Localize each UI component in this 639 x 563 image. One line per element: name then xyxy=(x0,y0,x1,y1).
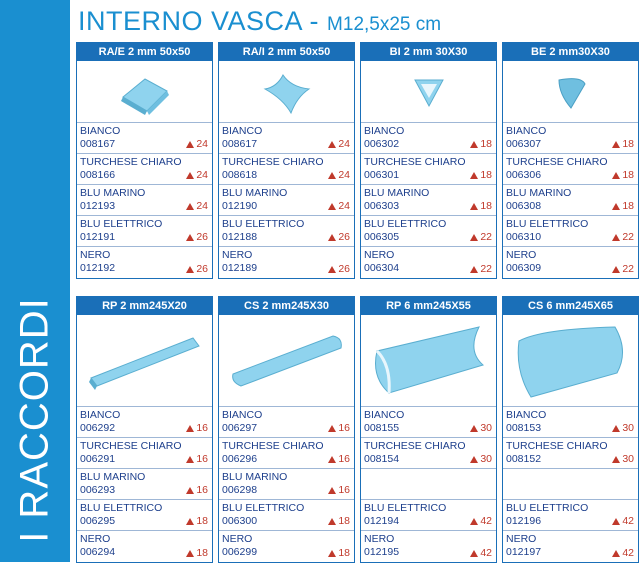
triangle-icon xyxy=(612,550,620,557)
qty-value: 42 xyxy=(622,515,634,527)
variant-code: 006302 xyxy=(364,138,400,150)
qty-value: 18 xyxy=(622,138,634,150)
triangle-icon xyxy=(328,550,336,557)
triangle-icon xyxy=(612,425,620,432)
variant-row xyxy=(361,531,496,562)
variant-qty xyxy=(186,515,208,527)
variant-row xyxy=(503,469,638,500)
qty-value: 18 xyxy=(338,515,350,527)
triangle-icon xyxy=(186,172,194,179)
variant-qty xyxy=(612,169,634,181)
qty-value: 26 xyxy=(196,231,208,243)
qty-value: 16 xyxy=(196,484,208,496)
qty-value: 42 xyxy=(480,547,492,559)
variant-code: 006294 xyxy=(80,546,116,558)
variant-color: BLU MARINO xyxy=(222,187,288,199)
qty-value: 18 xyxy=(480,200,492,212)
variant-color: BLU ELETTRICO xyxy=(364,218,447,230)
title-main: INTERNO VASCA - xyxy=(78,6,320,36)
variant-qty xyxy=(186,547,208,559)
variant-qty xyxy=(186,422,208,434)
variant-color: BLU MARINO xyxy=(80,187,146,199)
variant-row xyxy=(219,154,354,185)
qty-value: 16 xyxy=(338,484,350,496)
variant-color: TURCHESE CHIARO xyxy=(80,156,182,168)
variant-qty xyxy=(328,547,350,559)
variant-code: 008617 xyxy=(222,138,258,150)
variant-qty xyxy=(186,484,208,496)
variant-qty xyxy=(470,231,492,243)
variant-row xyxy=(219,407,354,438)
variant-code: 012195 xyxy=(364,546,400,558)
variant-code: 008153 xyxy=(506,422,542,434)
triangle-icon xyxy=(612,203,620,210)
product-panel xyxy=(218,296,355,563)
qty-value: 18 xyxy=(196,515,208,527)
variant-code: 006310 xyxy=(506,231,542,243)
variant-row xyxy=(503,438,638,469)
variant-code: 006297 xyxy=(222,422,258,434)
triangle-icon xyxy=(186,203,194,210)
triangle-icon xyxy=(470,203,478,210)
variant-color: BLU ELETTRICO xyxy=(222,502,305,514)
variant-row xyxy=(77,469,212,500)
product-image xyxy=(361,61,496,123)
variant-row xyxy=(361,123,496,154)
variant-code: 006296 xyxy=(222,453,258,465)
qty-value: 16 xyxy=(196,453,208,465)
variant-qty xyxy=(328,169,350,181)
product-image xyxy=(361,315,496,407)
product-panel xyxy=(360,296,497,563)
qty-value: 42 xyxy=(622,547,634,559)
variant-color: BLU ELETTRICO xyxy=(80,218,163,230)
variant-code: 006304 xyxy=(364,262,400,274)
variant-row xyxy=(361,438,496,469)
variant-color: BIANCO xyxy=(80,125,121,137)
variant-qty xyxy=(328,515,350,527)
product-image xyxy=(503,61,638,123)
sidebar-band xyxy=(0,0,70,562)
variant-color: BLU MARINO xyxy=(80,471,146,483)
panel-header: RA/I 2 mm 50x50 xyxy=(219,43,354,61)
variant-qty xyxy=(612,263,634,275)
variant-row xyxy=(361,154,496,185)
variant-row xyxy=(503,185,638,216)
variant-color: BIANCO xyxy=(506,125,547,137)
qty-value: 22 xyxy=(480,263,492,275)
qty-value: 18 xyxy=(622,200,634,212)
variant-code: 006303 xyxy=(364,200,400,212)
triangle-icon xyxy=(328,518,336,525)
variant-code: 012191 xyxy=(80,231,116,243)
variant-color: BIANCO xyxy=(80,409,121,421)
variant-row xyxy=(361,469,496,500)
qty-value: 26 xyxy=(338,263,350,275)
variant-color: NERO xyxy=(80,533,111,545)
variant-code: 008155 xyxy=(364,422,400,434)
variant-code: 012196 xyxy=(506,515,542,527)
variant-row xyxy=(503,247,638,278)
product-image xyxy=(219,61,354,123)
variant-row xyxy=(77,247,212,278)
variant-color: TURCHESE CHIARO xyxy=(222,156,324,168)
variant-color: BLU ELETTRICO xyxy=(506,502,589,514)
qty-value: 16 xyxy=(196,422,208,434)
product-panel xyxy=(76,42,213,279)
qty-value: 30 xyxy=(622,453,634,465)
variant-code: 008618 xyxy=(222,169,258,181)
variant-qty xyxy=(470,200,492,212)
page-title xyxy=(78,6,441,38)
variant-code: 006295 xyxy=(80,515,116,527)
qty-value: 26 xyxy=(338,231,350,243)
variant-row xyxy=(503,407,638,438)
variant-qty xyxy=(470,515,492,527)
variant-row xyxy=(219,500,354,531)
product-panel xyxy=(502,42,639,279)
triangle-icon xyxy=(470,234,478,241)
variant-code: 012197 xyxy=(506,546,542,558)
variant-row xyxy=(503,500,638,531)
variant-row xyxy=(503,123,638,154)
variant-color: TURCHESE CHIARO xyxy=(364,156,466,168)
qty-value: 18 xyxy=(480,169,492,181)
variant-qty xyxy=(612,453,634,465)
triangle-icon xyxy=(328,487,336,494)
triangle-icon xyxy=(612,456,620,463)
triangle-icon xyxy=(186,550,194,557)
variant-row xyxy=(77,185,212,216)
qty-value: 30 xyxy=(622,422,634,434)
variant-qty xyxy=(470,169,492,181)
variant-color: TURCHESE CHIARO xyxy=(222,440,324,452)
variant-row xyxy=(77,154,212,185)
variant-color: BLU ELETTRICO xyxy=(80,502,163,514)
variant-color: NERO xyxy=(80,249,111,261)
variant-row xyxy=(77,407,212,438)
variant-row xyxy=(219,247,354,278)
variant-row xyxy=(219,469,354,500)
variant-row xyxy=(361,500,496,531)
sidebar-label: I RACCORDI xyxy=(12,297,57,543)
triangle-icon xyxy=(612,234,620,241)
triangle-icon xyxy=(470,550,478,557)
panel-header: BE 2 mm30X30 xyxy=(503,43,638,61)
variant-qty xyxy=(186,200,208,212)
triangle-icon xyxy=(186,456,194,463)
variant-qty xyxy=(328,231,350,243)
variant-qty xyxy=(328,200,350,212)
qty-value: 18 xyxy=(480,138,492,150)
variant-qty xyxy=(612,231,634,243)
qty-value: 18 xyxy=(338,547,350,559)
triangle-icon xyxy=(328,172,336,179)
qty-value: 22 xyxy=(622,263,634,275)
triangle-icon xyxy=(186,266,194,273)
variant-qty xyxy=(470,263,492,275)
variant-code: 006301 xyxy=(364,169,400,181)
triangle-icon xyxy=(328,203,336,210)
qty-value: 30 xyxy=(480,422,492,434)
variant-code: 008152 xyxy=(506,453,542,465)
variant-row xyxy=(77,123,212,154)
triangle-icon xyxy=(328,141,336,148)
triangle-icon xyxy=(612,141,620,148)
variant-row xyxy=(361,216,496,247)
variant-row xyxy=(219,123,354,154)
variant-code: 006293 xyxy=(80,484,116,496)
product-panel xyxy=(218,42,355,279)
triangle-icon xyxy=(612,172,620,179)
title-sub: M12,5x25 cm xyxy=(327,14,442,35)
panel-header: RP 6 mm245X55 xyxy=(361,297,496,315)
product-image xyxy=(77,315,212,407)
variant-row xyxy=(77,438,212,469)
qty-value: 16 xyxy=(338,453,350,465)
variant-qty xyxy=(612,200,634,212)
variant-color: TURCHESE CHIARO xyxy=(506,156,608,168)
variant-code: 006291 xyxy=(80,453,116,465)
variant-code: 006306 xyxy=(506,169,542,181)
variant-code: 006292 xyxy=(80,422,116,434)
qty-value: 24 xyxy=(338,169,350,181)
variant-code: 008167 xyxy=(80,138,116,150)
variant-row xyxy=(77,531,212,562)
qty-value: 22 xyxy=(622,231,634,243)
variant-qty xyxy=(612,515,634,527)
variant-qty xyxy=(328,138,350,150)
qty-value: 22 xyxy=(480,231,492,243)
variant-color: NERO xyxy=(364,249,395,261)
variant-qty xyxy=(186,138,208,150)
variant-color: BLU ELETTRICO xyxy=(364,502,447,514)
qty-value: 42 xyxy=(480,515,492,527)
variant-code: 006298 xyxy=(222,484,258,496)
triangle-icon xyxy=(186,487,194,494)
variant-qty xyxy=(186,169,208,181)
qty-value: 30 xyxy=(480,453,492,465)
variant-code: 008154 xyxy=(364,453,400,465)
variant-code: 006308 xyxy=(506,200,542,212)
panel-header: RP 2 mm245X20 xyxy=(77,297,212,315)
product-image xyxy=(503,315,638,407)
qty-value: 24 xyxy=(196,138,208,150)
product-panel xyxy=(360,42,497,279)
qty-value: 24 xyxy=(338,200,350,212)
triangle-icon xyxy=(186,141,194,148)
product-image xyxy=(219,315,354,407)
triangle-icon xyxy=(470,456,478,463)
variant-row xyxy=(219,438,354,469)
triangle-icon xyxy=(470,172,478,179)
triangle-icon xyxy=(186,425,194,432)
variant-color: BLU MARINO xyxy=(222,471,288,483)
variant-qty xyxy=(470,138,492,150)
variant-row xyxy=(219,185,354,216)
variant-color: BIANCO xyxy=(222,409,263,421)
variant-code: 006300 xyxy=(222,515,258,527)
triangle-icon xyxy=(470,425,478,432)
variant-color: NERO xyxy=(222,249,253,261)
qty-value: 18 xyxy=(622,169,634,181)
variant-color: TURCHESE CHIARO xyxy=(364,440,466,452)
triangle-icon xyxy=(470,518,478,525)
panel-header: RA/E 2 mm 50x50 xyxy=(77,43,212,61)
variant-code: 006299 xyxy=(222,546,258,558)
variant-row xyxy=(219,531,354,562)
variant-qty xyxy=(470,547,492,559)
panel-header: CS 6 mm245X65 xyxy=(503,297,638,315)
variant-code: 012194 xyxy=(364,515,400,527)
triangle-icon xyxy=(328,234,336,241)
variant-color: BLU MARINO xyxy=(364,187,430,199)
variant-color: BIANCO xyxy=(364,409,405,421)
variant-color: NERO xyxy=(222,533,253,545)
variant-qty xyxy=(328,422,350,434)
variant-color: NERO xyxy=(364,533,395,545)
variant-color: TURCHESE CHIARO xyxy=(80,440,182,452)
variant-code: 012192 xyxy=(80,262,116,274)
triangle-icon xyxy=(612,518,620,525)
variant-code: 006309 xyxy=(506,262,542,274)
qty-value: 16 xyxy=(338,422,350,434)
variant-qty xyxy=(328,453,350,465)
variant-qty xyxy=(186,263,208,275)
variant-qty xyxy=(612,138,634,150)
panel-header: BI 2 mm 30X30 xyxy=(361,43,496,61)
variant-code: 006307 xyxy=(506,138,542,150)
variant-qty xyxy=(612,547,634,559)
product-panel xyxy=(502,296,639,563)
variant-qty xyxy=(612,422,634,434)
product-panel xyxy=(76,296,213,563)
variant-code: 012188 xyxy=(222,231,258,243)
variant-qty xyxy=(328,263,350,275)
panel-header: CS 2 mm245X30 xyxy=(219,297,354,315)
variant-color: NERO xyxy=(506,249,537,261)
triangle-icon xyxy=(470,141,478,148)
variant-code: 012193 xyxy=(80,200,116,212)
triangle-icon xyxy=(612,266,620,273)
variant-row xyxy=(219,216,354,247)
triangle-icon xyxy=(328,456,336,463)
triangle-icon xyxy=(470,266,478,273)
variant-row xyxy=(361,185,496,216)
qty-value: 24 xyxy=(338,138,350,150)
qty-value: 24 xyxy=(196,200,208,212)
variant-row xyxy=(361,247,496,278)
qty-value: 26 xyxy=(196,263,208,275)
product-image xyxy=(77,61,212,123)
variant-row xyxy=(503,154,638,185)
variant-color: BLU MARINO xyxy=(506,187,572,199)
variant-qty xyxy=(470,422,492,434)
variant-code: 006305 xyxy=(364,231,400,243)
qty-value: 18 xyxy=(196,547,208,559)
variant-qty xyxy=(186,453,208,465)
variant-color: BLU ELETTRICO xyxy=(222,218,305,230)
variant-row xyxy=(361,407,496,438)
triangle-icon xyxy=(328,425,336,432)
variant-color: BIANCO xyxy=(222,125,263,137)
variant-qty xyxy=(186,231,208,243)
variant-row xyxy=(503,216,638,247)
variant-code: 012189 xyxy=(222,262,258,274)
variant-row xyxy=(77,216,212,247)
variant-color: TURCHESE CHIARO xyxy=(506,440,608,452)
variant-color: BLU ELETTRICO xyxy=(506,218,589,230)
variant-code: 008166 xyxy=(80,169,116,181)
variant-row xyxy=(77,500,212,531)
variant-qty xyxy=(470,453,492,465)
variant-row xyxy=(503,531,638,562)
variant-color: BIANCO xyxy=(364,125,405,137)
variant-code: 012190 xyxy=(222,200,258,212)
triangle-icon xyxy=(328,266,336,273)
variant-color: BIANCO xyxy=(506,409,547,421)
triangle-icon xyxy=(186,518,194,525)
variant-qty xyxy=(328,484,350,496)
variant-color: NERO xyxy=(506,533,537,545)
qty-value: 24 xyxy=(196,169,208,181)
triangle-icon xyxy=(186,234,194,241)
